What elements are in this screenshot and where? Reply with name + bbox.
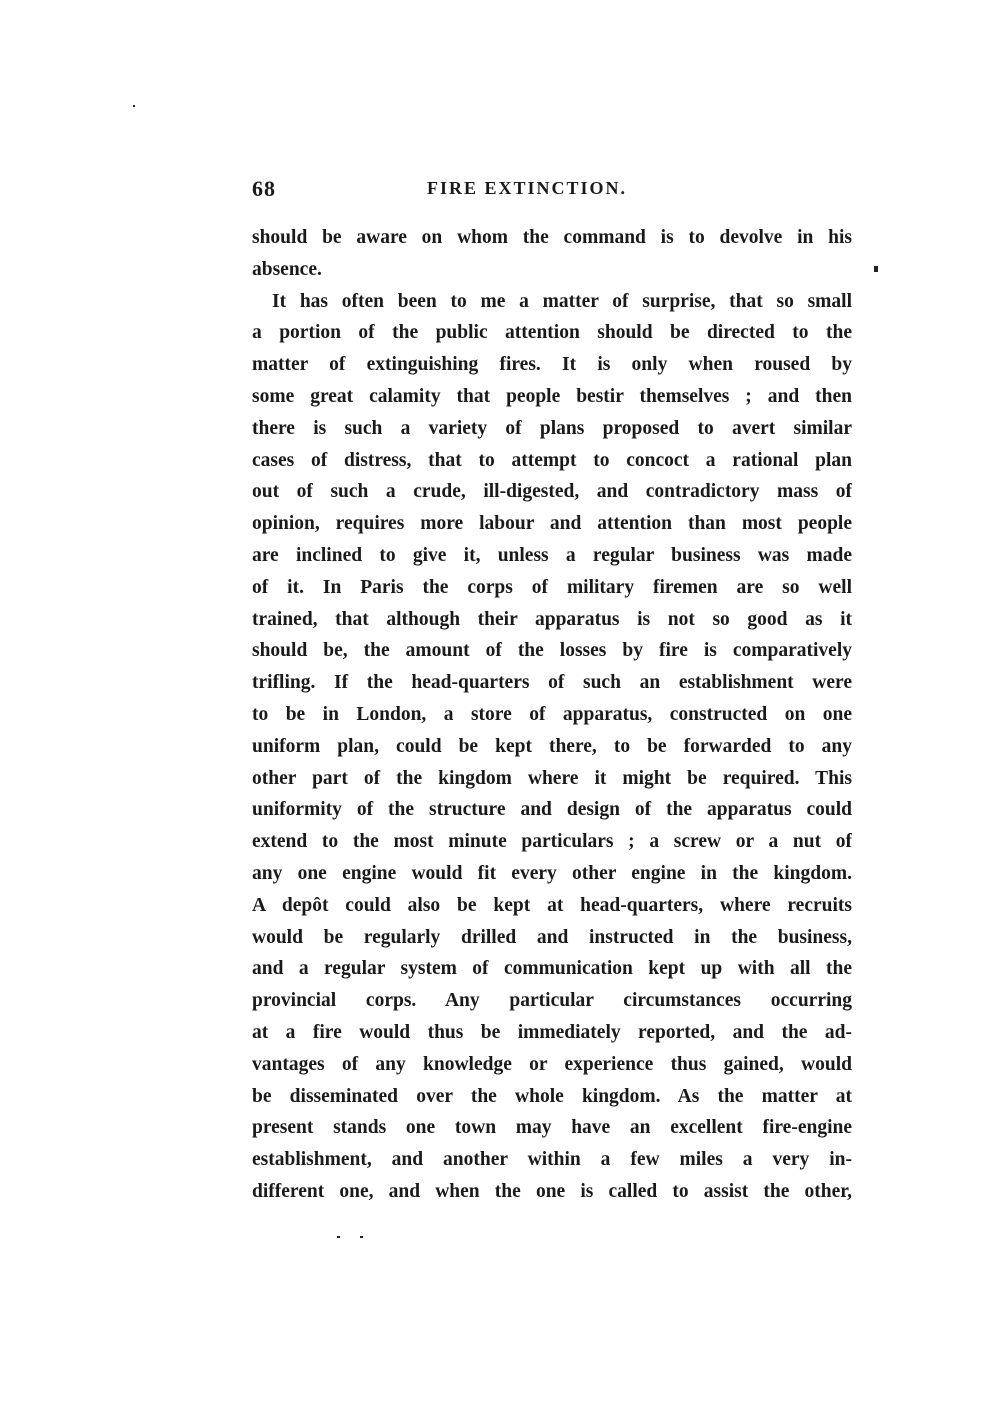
text-line: any one engine would fit every other engine in the kingdom. xyxy=(252,862,852,884)
text-line: should be, the amount of the losses by fire is comparatively xyxy=(252,640,852,662)
text-line: would be regularly drilled and instructed in the business, xyxy=(252,926,852,948)
text-line: are inclined to give it, unless a regular business was made xyxy=(252,544,852,566)
text-line: at a fire would thus be immediately reported, and the ad- xyxy=(252,1021,852,1043)
text-line: be disseminated over the whole kingdom. As the matter at xyxy=(252,1085,852,1107)
text-line: should be aware on whom the command is to devolve in his xyxy=(252,227,852,248)
body-text xyxy=(252,222,852,1208)
scan-speck xyxy=(874,266,878,272)
text-line: some great calamity that people bestir themselves ; and then xyxy=(252,385,852,407)
text-line: opinion, requires more labour and attention than most people xyxy=(252,513,852,535)
text-line: uniform plan, could be kept there, to be forwarded to any xyxy=(252,735,852,757)
text-line: present stands one town may have an excellent fire-engine xyxy=(252,1117,852,1139)
text-line: trifling. If the head-quarters of such an establishment were xyxy=(252,672,852,694)
scan-speck xyxy=(133,105,135,107)
scan-speck xyxy=(360,1236,363,1238)
text-line: out of such a crude, ill-digested, and contradictory mass of xyxy=(252,481,852,503)
text-line: It has often been to me a matter of surprise, that so small xyxy=(272,290,852,312)
page-header xyxy=(252,176,852,208)
text-line: cases of distress, that to attempt to concoct a rational plan xyxy=(252,449,852,471)
running-title: FIRE EXTINCTION. xyxy=(427,178,628,198)
text-line: provincial corps. Any particular circumstances occurring xyxy=(252,990,852,1012)
text-line: absence. xyxy=(252,258,322,280)
text-line: of it. In Paris the corps of military firemen are so well xyxy=(252,576,852,598)
text-line: uniformity of the structure and design of the apparatus could xyxy=(252,799,852,821)
text-line: A depôt could also be kept at head-quarters, where recruits xyxy=(252,894,852,916)
text-line: a portion of the public attention should be directed to the xyxy=(252,322,852,344)
text-line: other part of the kingdom where it might be required. This xyxy=(252,767,852,789)
text-line: and a regular system of communication kept up with all the xyxy=(252,958,852,980)
text-line: different one, and when the one is called to assist the other, xyxy=(252,1180,852,1202)
text-line: extend to the most minute particulars ; a screw or a nut of xyxy=(252,831,852,853)
text-line: vantages of any knowledge or experience thus gained, would xyxy=(252,1053,852,1075)
text-line: there is such a variety of plans proposed to avert similar xyxy=(252,417,852,439)
text-line: matter of extinguishing fires. It is only when roused by xyxy=(252,354,852,376)
text-line: to be in London, a store of apparatus, constructed on one xyxy=(252,703,852,725)
page-number: 68 xyxy=(252,176,276,201)
scan-speck xyxy=(337,1236,340,1238)
text-line: trained, that although their apparatus is not so good as it xyxy=(252,608,852,630)
text-line: establishment, and another within a few miles a very in- xyxy=(252,1149,852,1171)
